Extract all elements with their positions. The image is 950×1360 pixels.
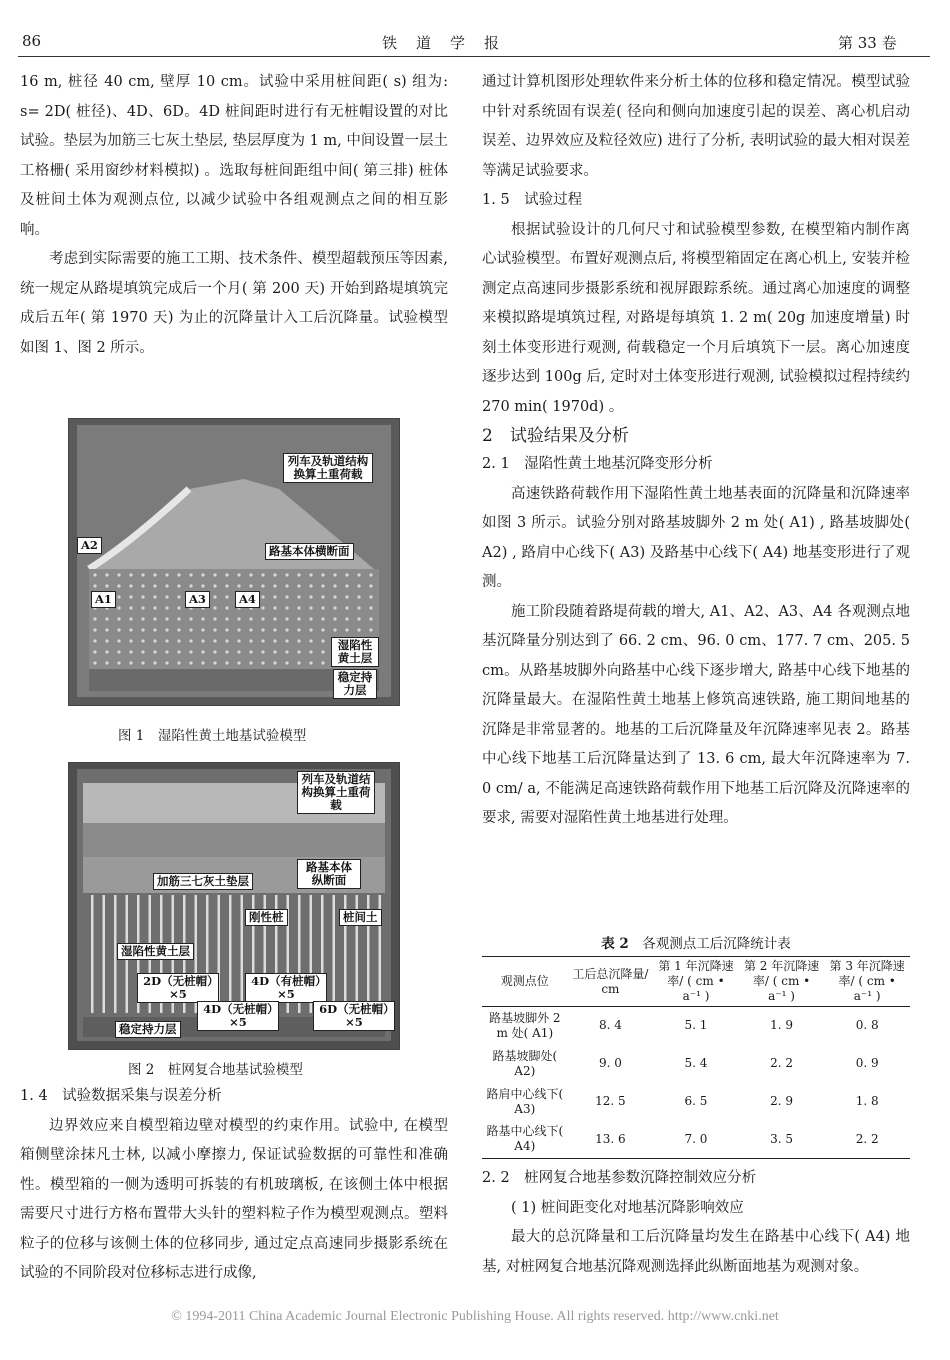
fig2-label-cushion: 加筋三七灰土垫层 [153, 873, 253, 890]
fig2-label-embankment: 路基本体纵断面 [297, 859, 361, 889]
table-cell: 路肩中心线下( A3) [486, 1086, 564, 1116]
fig1-label-a2: A2 [77, 537, 102, 554]
journal-title: 铁 道 学 报 [382, 34, 502, 52]
fig1-label-load: 列车及轨道结构换算土重荷载 [283, 453, 373, 483]
table-cell: 7. 0 [684, 1131, 708, 1146]
fig2-label-4d-nocap: 4D（无桩帽）×5 [197, 1001, 279, 1031]
fig2-label-load: 列车及轨道结构换算土重荷载 [297, 771, 375, 814]
table-cell: 1. 9 [770, 1018, 794, 1033]
table-title-text: 各观测点工后沉降统计表 [642, 936, 791, 952]
table-cell: 12. 5 [595, 1094, 626, 1108]
table-header: 第 3 年沉降速率/ ( cm • a⁻¹ ) [829, 959, 905, 1003]
fig2-label-rigid-pile: 刚性桩 [245, 909, 288, 926]
fig2-label-bearing: 稳定持力层 [115, 1021, 181, 1038]
subsection-heading: ( 1) 桩间距变化对地基沉降影响效应 [511, 1199, 744, 1216]
fig2-label-soil-between: 桩间土 [339, 909, 382, 926]
left-column-top [20, 68, 448, 363]
table-header: 工后总沉降量/ cm [572, 966, 649, 996]
section-heading: 1. 5 试验过程 [482, 192, 583, 208]
table-row [482, 1083, 910, 1121]
section-heading: 2. 2 桩网复合地基参数沉降控制效应分析 [482, 1170, 757, 1186]
figure-1-caption: 图 1 湿陷性黄土地基试验模型 [118, 728, 307, 744]
paragraph: 边界效应来自模型箱边壁对模型的约束作用。试验中, 在模型箱侧壁涂抹凡士林, 以减小摩擦力, 保证试验数据的可靠性和准确性。模型箱的一侧为透明可拆装的有机玻璃板, 在该侧土体中根据需要尺寸进行方格布置带大头针的塑料粒子作为模型观测点。塑料粒子的位移与该侧土体的位移同步, 通过定点高速同步摄影系统在试验的不同阶段对位移标志进行成像, [20, 1117, 448, 1281]
copyright-footer: © 1994-2011 China Academic Journal Electronic Publishing House. All rights reserved. http://www.cnki.net [171, 1309, 779, 1324]
left-column-bottom [20, 1082, 448, 1289]
page-number: 86 [22, 32, 42, 50]
paragraph: 最大的总沉降量和工后沉降量均发生在路基中心线下( A4) 地基, 对桩网复合地基沉降观测选择此纵断面地基为观测对象。 [482, 1229, 910, 1275]
table-cell: 路基中心线下( A4) [486, 1124, 564, 1154]
fig2-label-2d: 2D（无桩帽）×5 [137, 973, 219, 1003]
right-column-bottom [482, 1164, 910, 1282]
table-cell: 0. 8 [855, 1018, 879, 1033]
volume-label: 第 33 卷 [838, 34, 897, 52]
table-cell: 8. 4 [598, 1018, 622, 1033]
right-column [482, 68, 910, 834]
table-title [484, 932, 908, 952]
table-row [482, 1007, 910, 1045]
fig1-label-loess: 湿陷性黄土层 [331, 637, 379, 667]
settlement-table [482, 956, 910, 1159]
paragraph: 考虑到实际需要的施工工期、技术条件、模型超载预压等因素, 统一规定从路堤填筑完成后一个月( 第 200 天) 开始到路堤填筑完成后五年( 第 1970 天) 为止的沉降量计入工后沉降量。试验模型如图 1、图 2 所示。 [20, 251, 448, 356]
section-heading: 1. 4 试验数据采集与误差分析 [20, 1088, 222, 1104]
fig2-label-6d: 6D（无桩帽）×5 [313, 1001, 395, 1031]
fig2-label-4d-cap: 4D（有桩帽）×5 [245, 973, 327, 1003]
table-cell: 路基坡脚处( A2) [492, 1048, 558, 1078]
table-cell: 2. 9 [770, 1094, 794, 1108]
table-cell: 0. 9 [855, 1056, 879, 1070]
table-cell: 2. 2 [770, 1056, 794, 1070]
paragraph: 16 m, 桩径 40 cm, 壁厚 10 cm。试验中采用桩间距( s) 组为: s= 2D( 桩径)、4D、6D。4D 桩间距时进行有无桩帽设置的对比试验。垫层为加筋三七灰土垫层, 垫层厚度为 1 m, 中间设置一层土工格栅( 采用窗纱材料模拟) 。选取每桩间距组中间( 第三排) 桩体及桩间土体为观测点位, 以减少试验中各组观测点之间的相互影响。 [20, 74, 448, 238]
table-header: 第 2 年沉降速率/ ( cm • a⁻¹ ) [743, 959, 820, 1003]
table-header: 观测点位 [500, 974, 549, 988]
fig1-label-embankment: 路基本体横断面 [265, 543, 354, 560]
table-cell: 1. 8 [855, 1094, 879, 1108]
paragraph: 根据试验设计的几何尺寸和试验模型参数, 在模型箱内制作离心试验模型。布置好观测点后, 将模型箱固定在离心机上, 安装并检测定点高速同步摄影系统和视屏跟踪系统。通过离心加速度的调整来模拟路堤填筑过程, 对路堤每填筑 1. 2 m( 20g 加速度增量) 时刻土体变形进行观测, 荷载稳定一个月后填筑下一层。离心加速度逐步达到 100g 后, 定时对土体变形进行观测, 试验模拟过程持续约 270 min( 1970d) 。 [482, 221, 910, 415]
figure-1-image [68, 418, 400, 706]
paragraph: 施工阶段随着路堤荷载的增大, A1、A2、A3、A4 各观测点地基沉降量分别达到了 66. 2 cm、96. 0 cm、177. 7 cm、205. 5 cm。从路基坡脚外向路基中心线下逐步增大, 路基中心线下地基的沉降量最大。在湿陷性黄土地基上修筑高速铁路, 施工期间地基的沉降是非常显著的。地基的工后沉降量及年沉降速率见表 2。路基中心线下地基工后沉降量达到了 13. 6 cm, 最大年沉降速率为 7. 0 cm/ a, 不能满足高速铁路荷载作用下地基工后沉降及沉降速率的要求, 需要对湿陷性黄土地基进行处理。 [482, 603, 910, 826]
table-header-row [482, 957, 910, 1007]
header-rule [18, 56, 930, 57]
table-cell: 路基坡脚外 2 m 处( A1) [489, 1010, 561, 1040]
table-cell: 13. 6 [595, 1131, 626, 1146]
table-row [482, 1045, 910, 1083]
fig1-label-a1: A1 [91, 591, 116, 608]
figure-2-caption: 图 2 桩网复合地基试验模型 [128, 1062, 303, 1078]
table-cell: 5. 4 [684, 1056, 708, 1070]
table-number: 表 2 [601, 936, 629, 952]
table-cell: 5. 1 [684, 1018, 708, 1033]
table-cell: 3. 5 [770, 1131, 794, 1146]
section-heading: 2. 1 湿陷性黄土地基沉降变形分析 [482, 456, 713, 472]
fig1-label-a4: A4 [235, 591, 260, 608]
table-header: 第 1 年沉降速率/ ( cm • a⁻¹ ) [658, 959, 734, 1003]
paragraph: 高速铁路荷载作用下湿陷性黄土地基表面的沉降量和沉降速率如图 3 所示。试验分别对路基坡脚外 2 m 处( A1) , 路基坡脚处( A2) , 路肩中心线下( A3) 及路基中心线下( A4) 地基变形进行了观测。 [482, 485, 910, 590]
table-cell: 9. 0 [598, 1056, 622, 1070]
table-cell: 6. 5 [684, 1094, 708, 1108]
section-heading: 2 试验结果及分析 [482, 426, 629, 446]
table-cell: 2. 2 [855, 1131, 879, 1146]
paragraph: 通过计算机图形处理软件来分析土体的位移和稳定情况。模型试验中针对系统固有误差( 径向和侧向加速度引起的误差、离心机启动误差、边界效应及粒径效应) 进行了分析, 表明试验的最大相对误差等满足试验要求。 [482, 74, 910, 179]
figure-2-image [68, 762, 400, 1050]
fig1-label-a3: A3 [185, 591, 210, 608]
fig2-label-loess: 湿陷性黄土层 [117, 943, 194, 960]
table-row [482, 1121, 910, 1159]
fig1-label-bearing: 稳定持力层 [333, 669, 377, 699]
